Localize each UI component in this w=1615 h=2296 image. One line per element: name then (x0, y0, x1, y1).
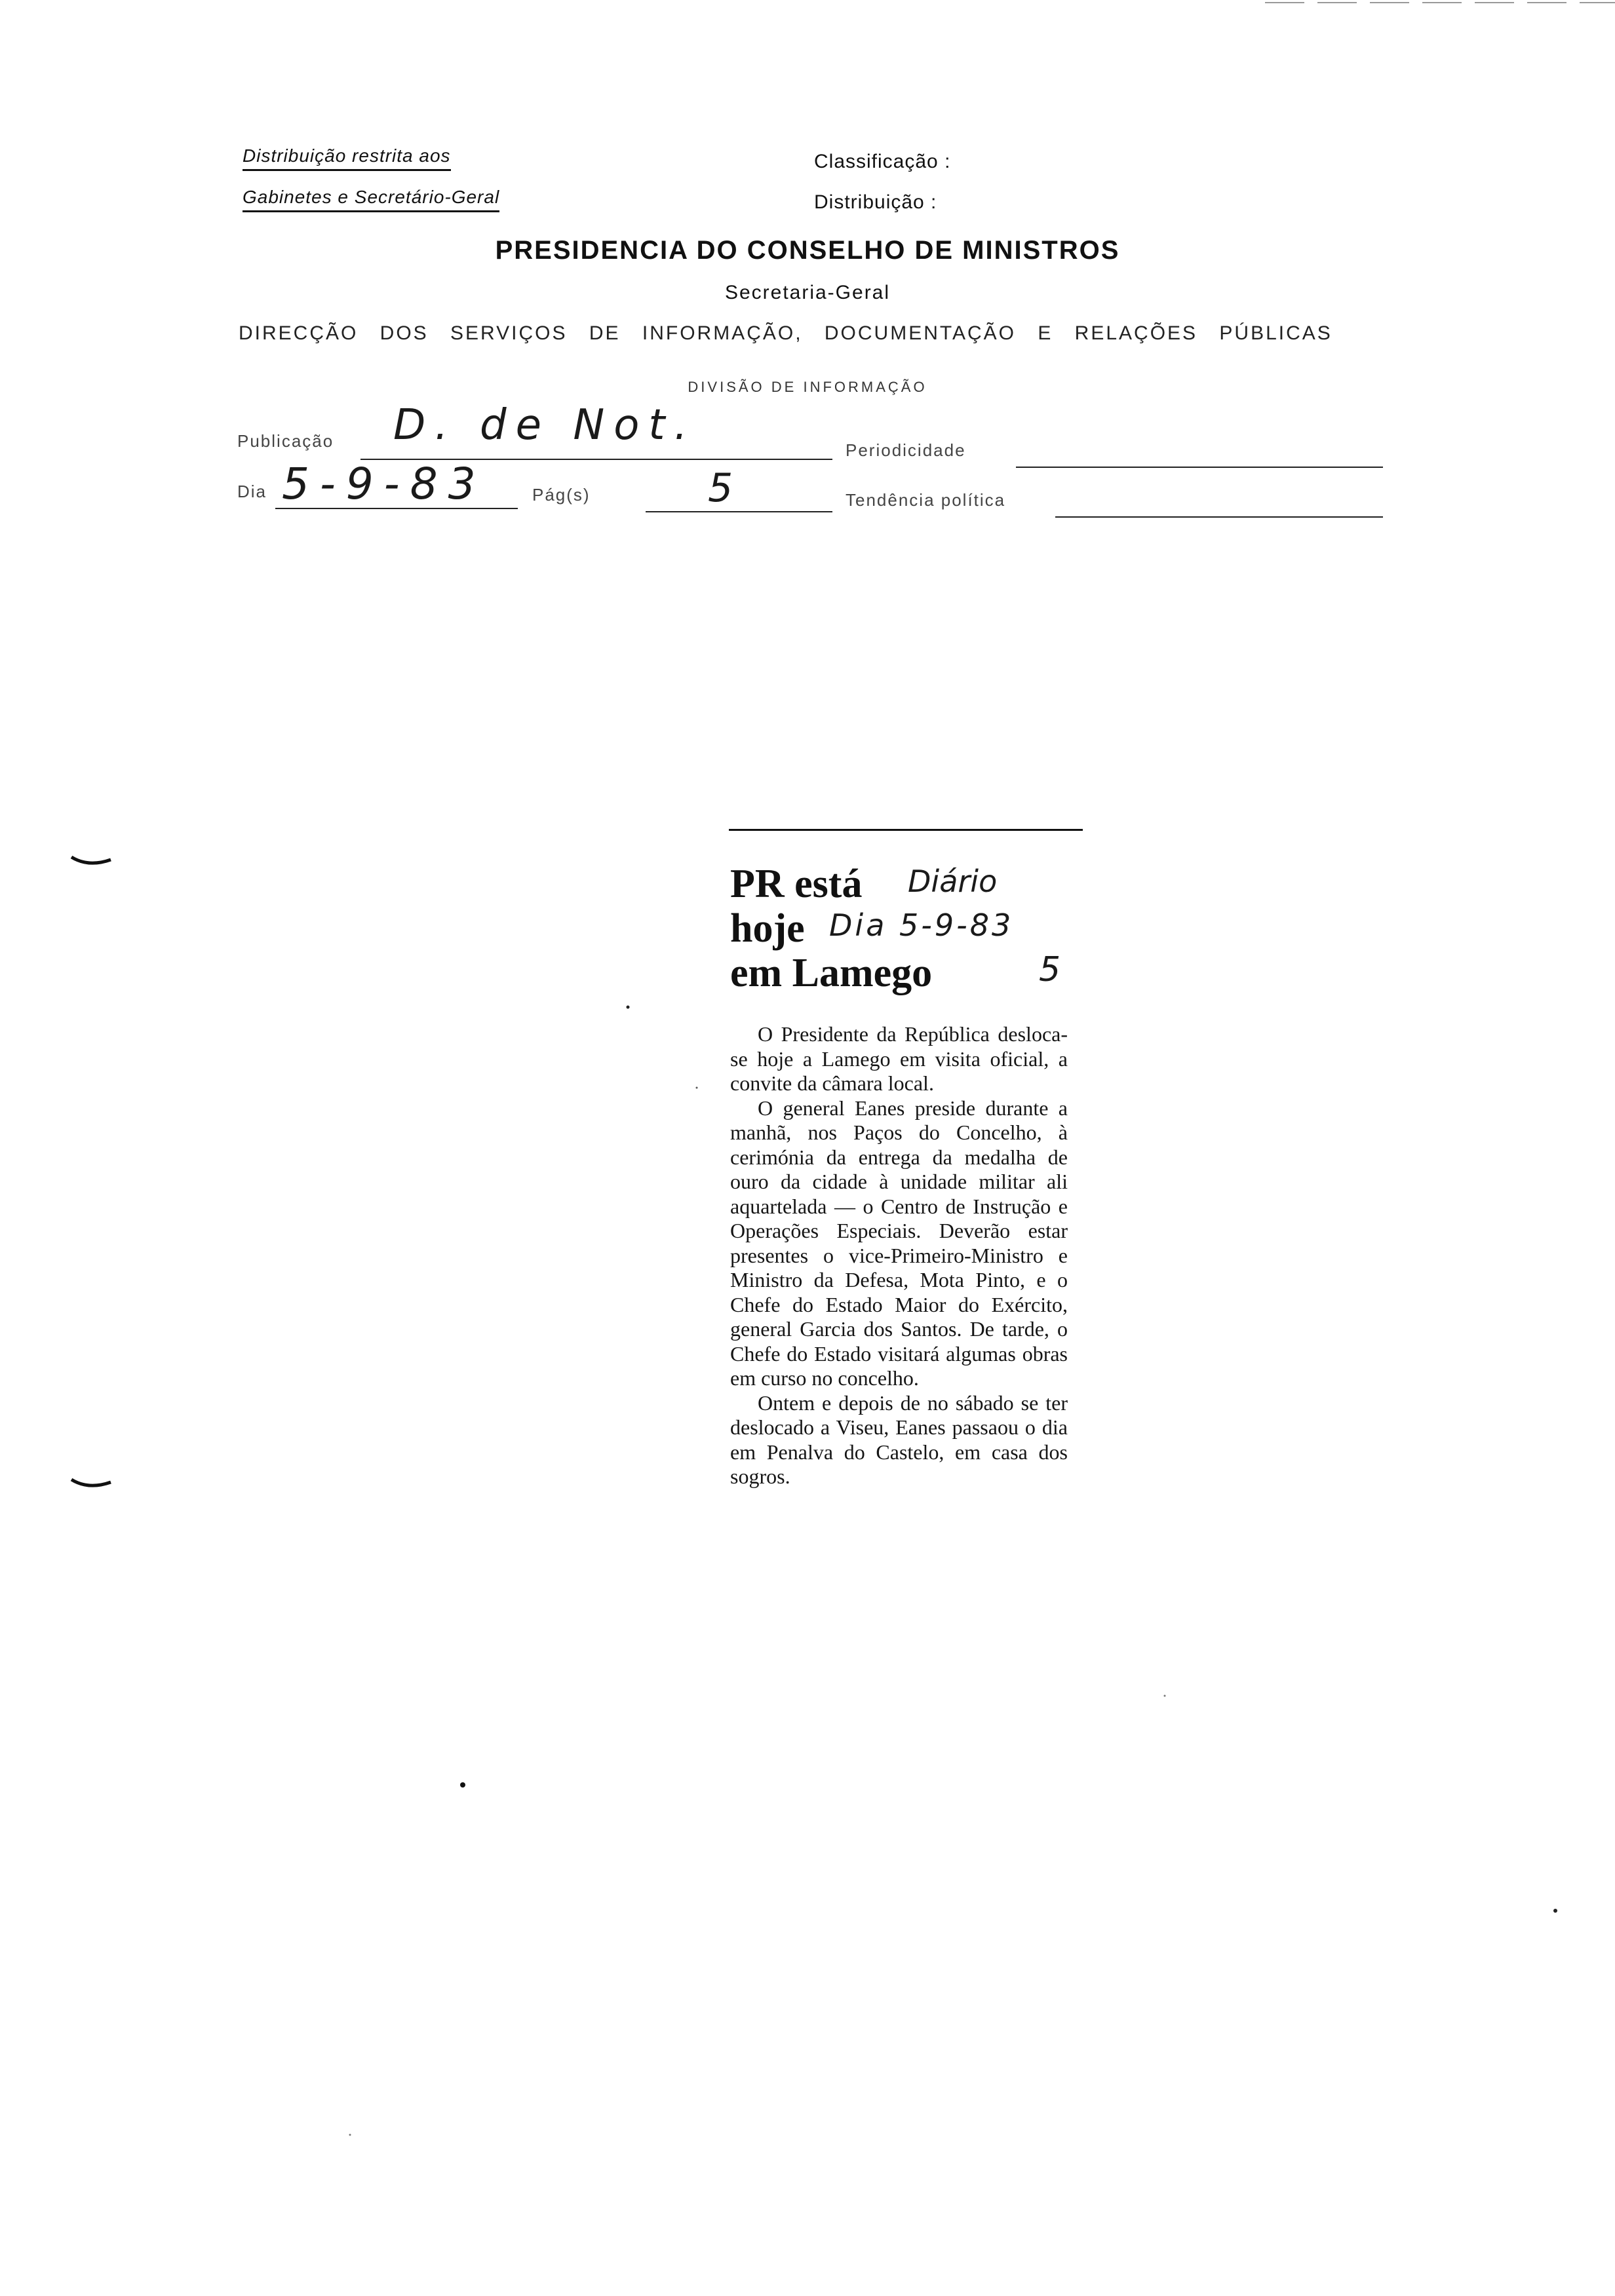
page-title: PRESIDENCIA DO CONSELHO DE MINISTROS (495, 236, 1120, 265)
classificacao-label: Classificação : (814, 151, 951, 172)
publicacao-label: Publicação (237, 431, 334, 451)
headline-line-3: em Lamego (730, 951, 933, 995)
dia-handwritten: 5-9-83 (282, 459, 486, 509)
handwritten-annotation-2: Dia 5-9-83 (829, 908, 1014, 943)
divisao-heading: DIVISÃO DE INFORMAÇÃO (688, 379, 927, 395)
handwritten-annotation-3: 5 (1039, 950, 1061, 989)
direccao-heading: DIRECÇÃO DOS SERVIÇOS DE INFORMAÇÃO, DOCUMENTAÇÃO E RELAÇÕES PÚBLICAS (239, 322, 1333, 344)
headline-line-2: hoje (730, 906, 805, 951)
tendencia-label: Tendência política (846, 490, 1006, 510)
headline-line-1: PR está (730, 862, 863, 906)
dia-label: Dia (237, 482, 267, 501)
publicacao-handwritten: D. de Not. (393, 401, 697, 450)
restricted-distribution-line2: Gabinetes e Secretário-Geral (243, 187, 499, 212)
article-paragraph: O Presidente da República desloca-se hoje a Lamego em visita oficial, a convite da câmara local. (730, 1022, 1068, 1095)
pag-label: Pág(s) (532, 485, 591, 505)
article-paragraph: O general Eanes preside durante a manhã, nos Paços do Concelho, à cerimónia da entrega da medalha de ouro da cidade à unidade militar ali aquartelada — o Centro de Instrução e Operações Especiais. Deverão estar presentes o vice-Primeiro-Ministro e Ministro da Defesa, Mota Pinto, e o Chefe do Estado Maior do Exército, general Garcia dos Santos. De tarde, o Chefe do Estado visitará algumas obras em curso no concelho. (730, 1096, 1068, 1390)
periodicidade-label: Periodicidade (846, 440, 966, 460)
page-subtitle: Secretaria-Geral (724, 282, 891, 303)
distribuicao-label: Distribuição : (814, 191, 937, 213)
article-paragraph: Ontem e depois de no sábado se ter deslocado a Viseu, Eanes passaou o dia em Penalva do Castelo, em casa dos sogros. (730, 1390, 1068, 1488)
handwritten-annotation-1: Diário (908, 864, 998, 899)
pag-handwritten: 5 (708, 465, 733, 511)
restricted-distribution-line1: Distribuição restrita aos (243, 145, 451, 171)
